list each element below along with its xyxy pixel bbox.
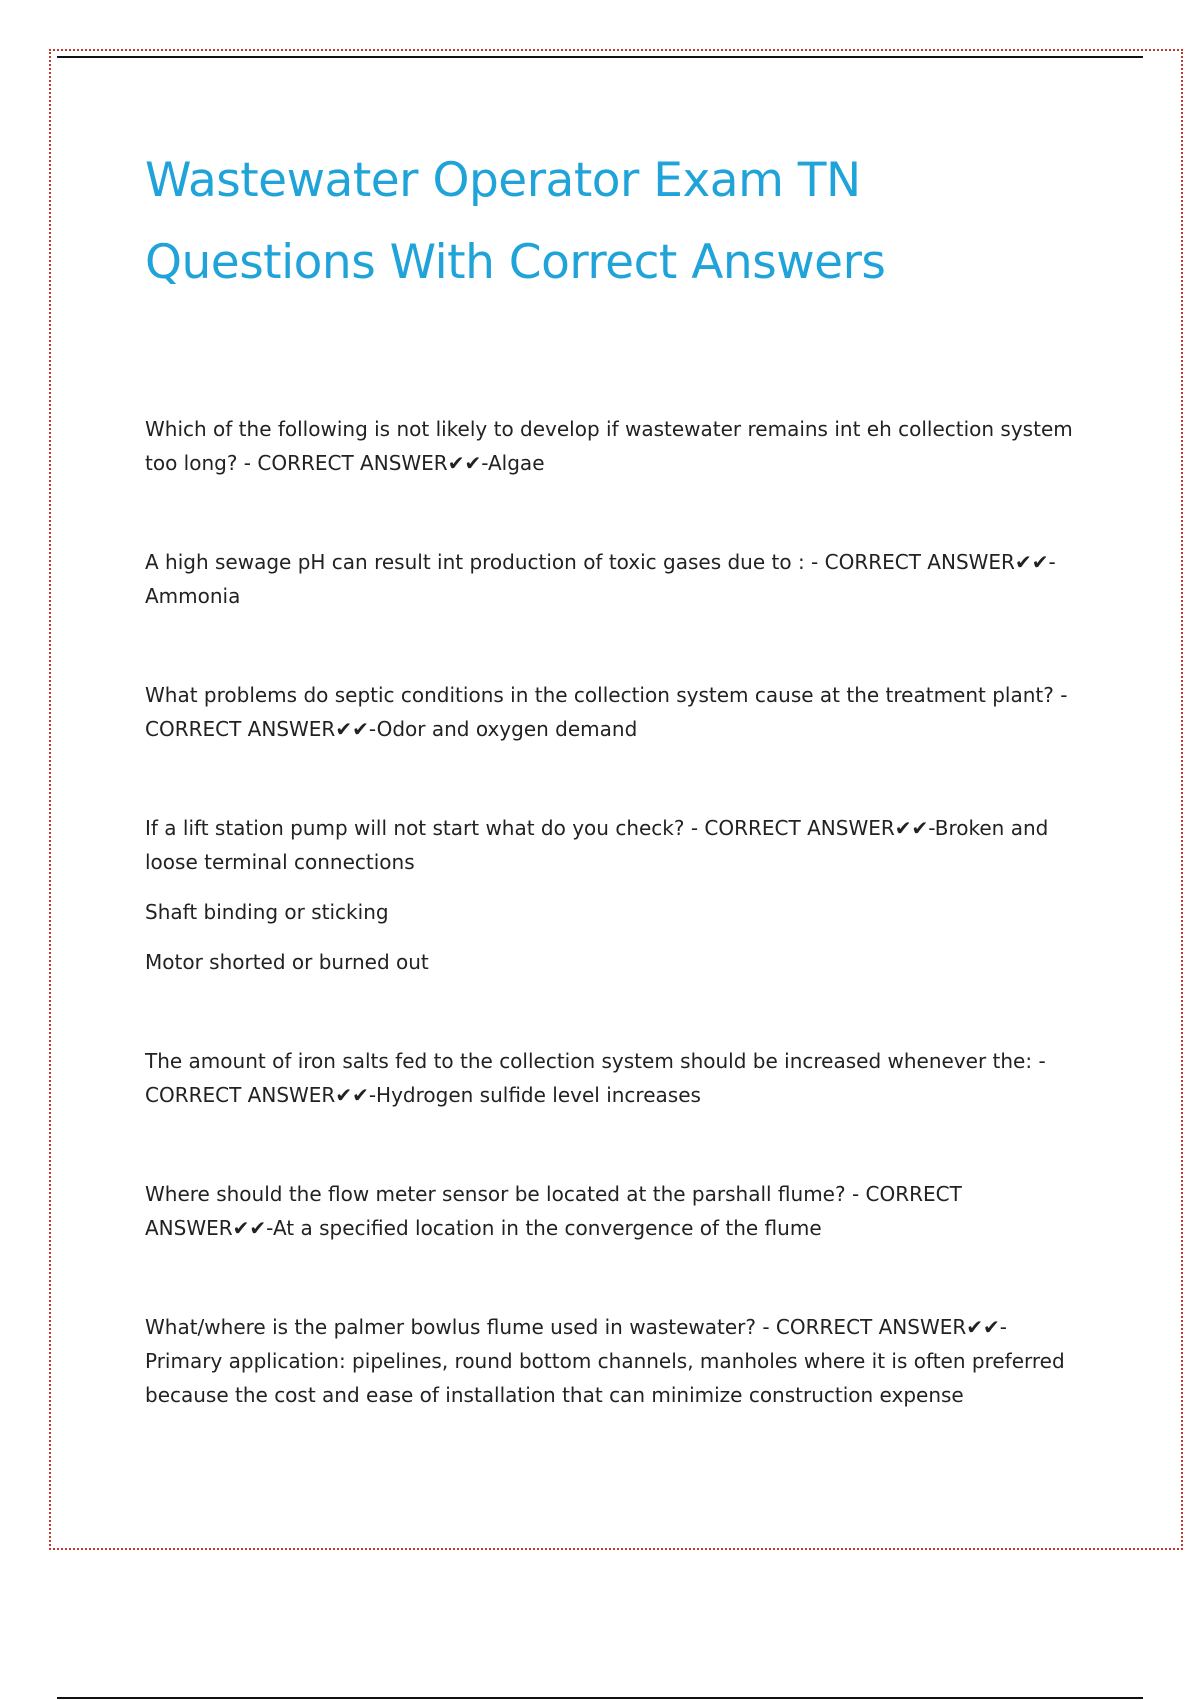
qa-item — [145, 811, 1075, 979]
qa-paragraph: Where should the flow meter sensor be located at the parshall flume? - CORRECT ANSWER✔✔-At a specified location in the convergence of the flume — [145, 1182, 962, 1240]
qa-paragraph: What/where is the palmer bowlus flume used in wastewater? - CORRECT ANSWER✔✔-Primary application: pipelines, round bottom channels, manholes where it is often preferred because the cost and ease of installation that can minimize construction expense — [145, 1315, 1065, 1407]
document-title — [145, 140, 1105, 304]
footer-rule — [57, 1697, 1143, 1699]
qa-item — [145, 545, 1075, 613]
qa-paragraph: If a lift station pump will not start what do you check? - CORRECT ANSWER✔✔-Broken and loose terminal connections — [145, 816, 1049, 874]
qa-item — [145, 1044, 1075, 1112]
qa-paragraph: The amount of iron salts fed to the collection system should be increased whenever the: - CORRECT ANSWER✔✔-Hydrogen sulfide level increases — [145, 1049, 1046, 1107]
qa-paragraph: A high sewage pH can result int production of toxic gases due to : - CORRECT ANSWER✔✔-Ammonia — [145, 550, 1056, 608]
qa-paragraph: Motor shorted or burned out — [145, 950, 429, 974]
qa-item — [145, 1177, 1075, 1245]
title-line-1: Wastewater Operator Exam TN — [145, 153, 861, 208]
qa-item — [145, 678, 1075, 746]
qa-paragraph: Shaft binding or sticking — [145, 900, 389, 924]
title-line-2: Questions With Correct Answers — [145, 235, 886, 290]
header-rule — [57, 56, 1143, 58]
qa-paragraph: Which of the following is not likely to develop if wastewater remains int eh collection system too long? - CORRECT ANSWER✔✔-Algae — [145, 417, 1073, 475]
qa-list — [145, 412, 1075, 1412]
qa-item — [145, 1310, 1075, 1412]
qa-item — [145, 412, 1075, 480]
qa-paragraph: What problems do septic conditions in the collection system cause at the treatment plant? - CORRECT ANSWER✔✔-Odor and oxygen demand — [145, 683, 1068, 741]
